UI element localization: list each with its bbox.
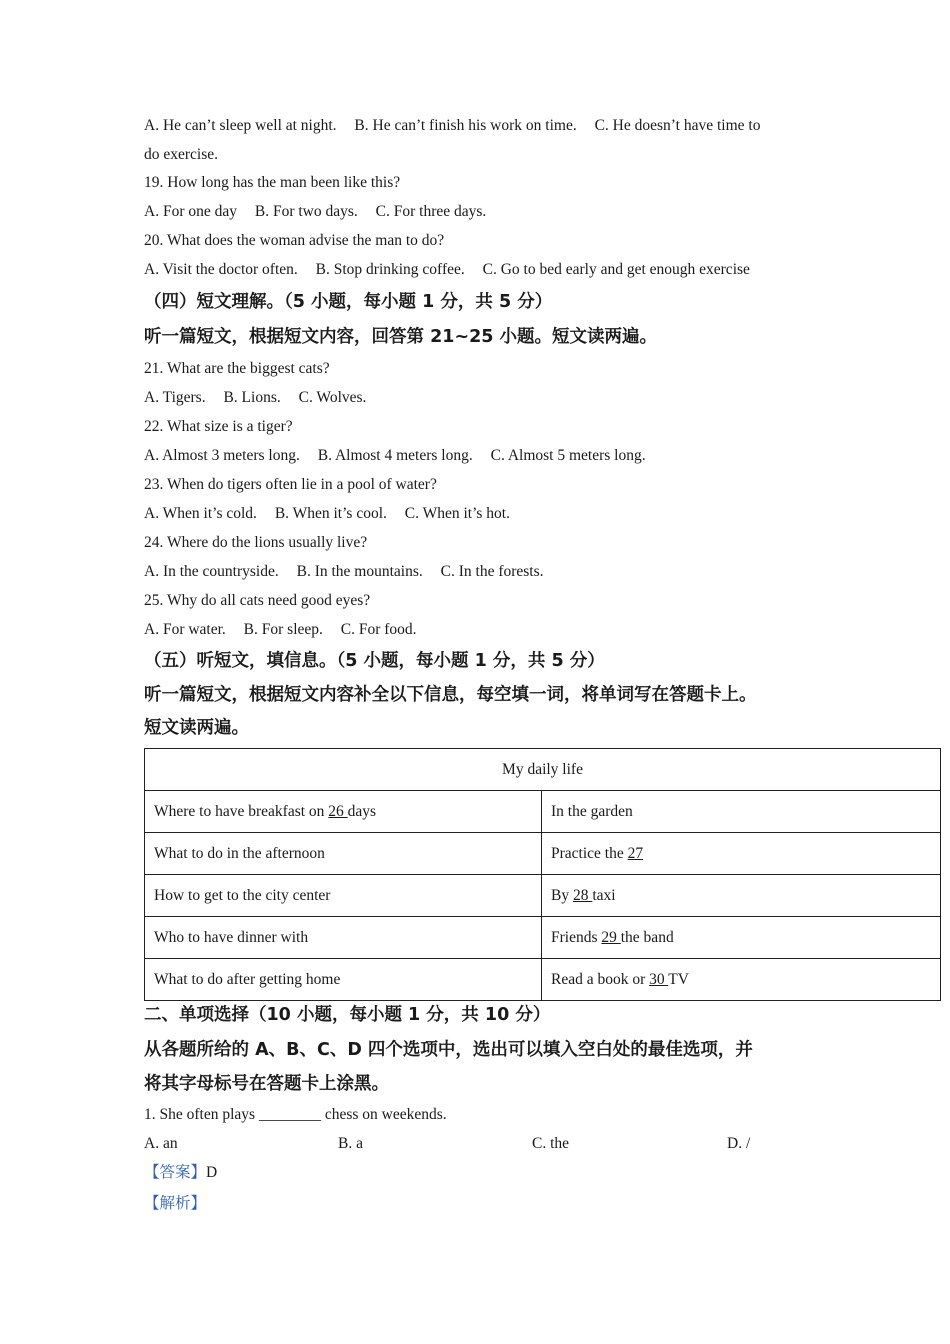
p2-q1-option-d[interactable]: D. /: [727, 1135, 751, 1152]
p2-q1-option-b[interactable]: B. a: [338, 1135, 363, 1152]
q21-option-c[interactable]: C. Wolves.: [298, 389, 367, 406]
cell-text: What to do after getting home: [154, 970, 341, 988]
part2-heading: 二、单项选择（10 小题，每小题 1 分，共 10 分）: [144, 1005, 551, 1025]
answer-value: D: [206, 1164, 218, 1181]
q21-options-line: [144, 388, 366, 408]
table-row: [145, 875, 941, 917]
blank-30[interactable]: 30: [649, 970, 669, 988]
table-cell-left: [145, 791, 542, 833]
daily-life-table: [144, 748, 941, 1001]
q18-option-b[interactable]: B. He can’t finish his work on time.: [354, 117, 577, 134]
q18-option-a[interactable]: A. He can’t sleep well at night.: [144, 117, 337, 134]
q19-question: 19. How long has the man been like this?: [144, 174, 401, 191]
q21-option-b[interactable]: B. Lions.: [223, 389, 281, 406]
cell-text: the band: [620, 928, 674, 946]
q23-option-a[interactable]: A. When it’s cold.: [144, 505, 257, 522]
q24-option-c[interactable]: C. In the forests.: [440, 563, 544, 580]
section4-instruction: 听一篇短文，根据短文内容，回答第 21~25 小题。短文读两遍。: [144, 327, 658, 347]
q24-question: 24. Where do the lions usually live?: [144, 534, 368, 551]
table-title: My daily life: [145, 749, 941, 791]
q19-option-a[interactable]: A. For one day: [144, 203, 237, 220]
cell-text: Who to have dinner with: [154, 928, 309, 946]
table-cell-left: [145, 833, 542, 875]
q23-option-c[interactable]: C. When it’s hot.: [404, 505, 510, 522]
q25-options-line: [144, 620, 417, 640]
section4-heading: （四）短文理解。（5 小题，每小题 1 分，共 5 分）: [144, 292, 553, 312]
q18-option-c[interactable]: C. He doesn’t have time to: [594, 117, 761, 134]
blank-28[interactable]: 28: [572, 886, 593, 904]
section5-heading: （五）听短文，填信息。（5 小题，每小题 1 分，共 5 分）: [144, 651, 605, 671]
q20-option-a[interactable]: A. Visit the doctor often.: [144, 261, 298, 278]
q18-options-line: [144, 116, 760, 136]
q21-option-a[interactable]: A. Tigers.: [144, 389, 206, 406]
cell-text: How to get to the city center: [154, 886, 331, 904]
cell-text: In the garden: [551, 802, 633, 820]
q23-question: 23. When do tigers often lie in a pool of water?: [144, 476, 437, 493]
analysis-label: 【解析】: [144, 1195, 207, 1212]
q19-options-line: [144, 202, 486, 222]
cell-text: TV: [668, 970, 689, 988]
table-cell-left: [145, 959, 542, 1001]
section5-instruction-line2: 短文读两遍。: [144, 718, 249, 738]
table-cell-right: [542, 833, 941, 875]
table-cell-left: [145, 917, 542, 959]
q25-option-a[interactable]: A. For water.: [144, 621, 226, 638]
blank-26[interactable]: 26: [328, 802, 348, 820]
table-cell-left: [145, 875, 542, 917]
cell-text: Friends: [551, 928, 602, 946]
p2-q1-option-a[interactable]: A. an: [144, 1135, 178, 1152]
p2-q1-option-c[interactable]: C. the: [532, 1135, 570, 1152]
part2-instruction-line1: 从各题所给的 A、B、C、D 四个选项中，选出可以填入空白处的最佳选项，并: [144, 1040, 753, 1060]
cell-text: taxi: [592, 886, 616, 904]
q23-option-b[interactable]: B. When it’s cool.: [274, 505, 387, 522]
table-row: [145, 959, 941, 1001]
q20-question: 20. What does the woman advise the man to do?: [144, 232, 445, 249]
q23-options-line: [144, 504, 510, 524]
q22-question: 22. What size is a tiger?: [144, 418, 293, 435]
q21-question: 21. What are the biggest cats?: [144, 360, 330, 377]
table-cell-right: [542, 959, 941, 1001]
p2-q1-question: 1. She often plays ________ chess on weekends.: [144, 1106, 447, 1123]
cell-text: By: [551, 886, 573, 904]
section5-instruction-line1: 听一篇短文，根据短文内容补全以下信息，每空填一词，将单词写在答题卡上。: [144, 685, 757, 705]
q19-option-b[interactable]: B. For two days.: [254, 203, 358, 220]
q22-option-a[interactable]: A. Almost 3 meters long.: [144, 447, 300, 464]
q19-option-c[interactable]: C. For three days.: [375, 203, 487, 220]
q22-options-line: [144, 446, 646, 466]
table-cell-right: [542, 791, 941, 833]
table-cell-right: [542, 875, 941, 917]
analysis-line: [144, 1194, 206, 1214]
blank-29[interactable]: 29: [601, 928, 621, 946]
q24-option-b[interactable]: B. In the mountains.: [296, 563, 423, 580]
q25-option-b[interactable]: B. For sleep.: [243, 621, 323, 638]
q18-option-c-continued: do exercise.: [144, 146, 219, 163]
cell-text: Read a book or: [551, 970, 650, 988]
q24-options-line: [144, 562, 544, 582]
q25-question: 25. Why do all cats need good eyes?: [144, 592, 371, 609]
q20-option-c[interactable]: C. Go to bed early and get enough exercise: [482, 261, 750, 278]
q24-option-a[interactable]: A. In the countryside.: [144, 563, 279, 580]
cell-text: days: [347, 802, 377, 820]
blank-27[interactable]: 27: [627, 844, 644, 862]
q22-option-c[interactable]: C. Almost 5 meters long.: [490, 447, 646, 464]
table-row: [145, 917, 941, 959]
table-row: [145, 833, 941, 875]
q25-option-c[interactable]: C. For food.: [340, 621, 417, 638]
answer-label: 【答案】: [144, 1164, 207, 1181]
q22-option-b[interactable]: B. Almost 4 meters long.: [317, 447, 473, 464]
cell-text: Where to have breakfast on: [154, 802, 329, 820]
table-title-row: [145, 749, 941, 791]
answer-line: [144, 1163, 217, 1183]
part2-instruction-line2: 将其字母标号在答题卡上涂黑。: [144, 1074, 389, 1094]
table-cell-right: [542, 917, 941, 959]
q20-option-b[interactable]: B. Stop drinking coffee.: [315, 261, 465, 278]
cell-text: Practice the: [551, 844, 628, 862]
q20-options-line: [144, 260, 750, 280]
cell-text: What to do in the afternoon: [154, 844, 325, 862]
table-row: [145, 791, 941, 833]
